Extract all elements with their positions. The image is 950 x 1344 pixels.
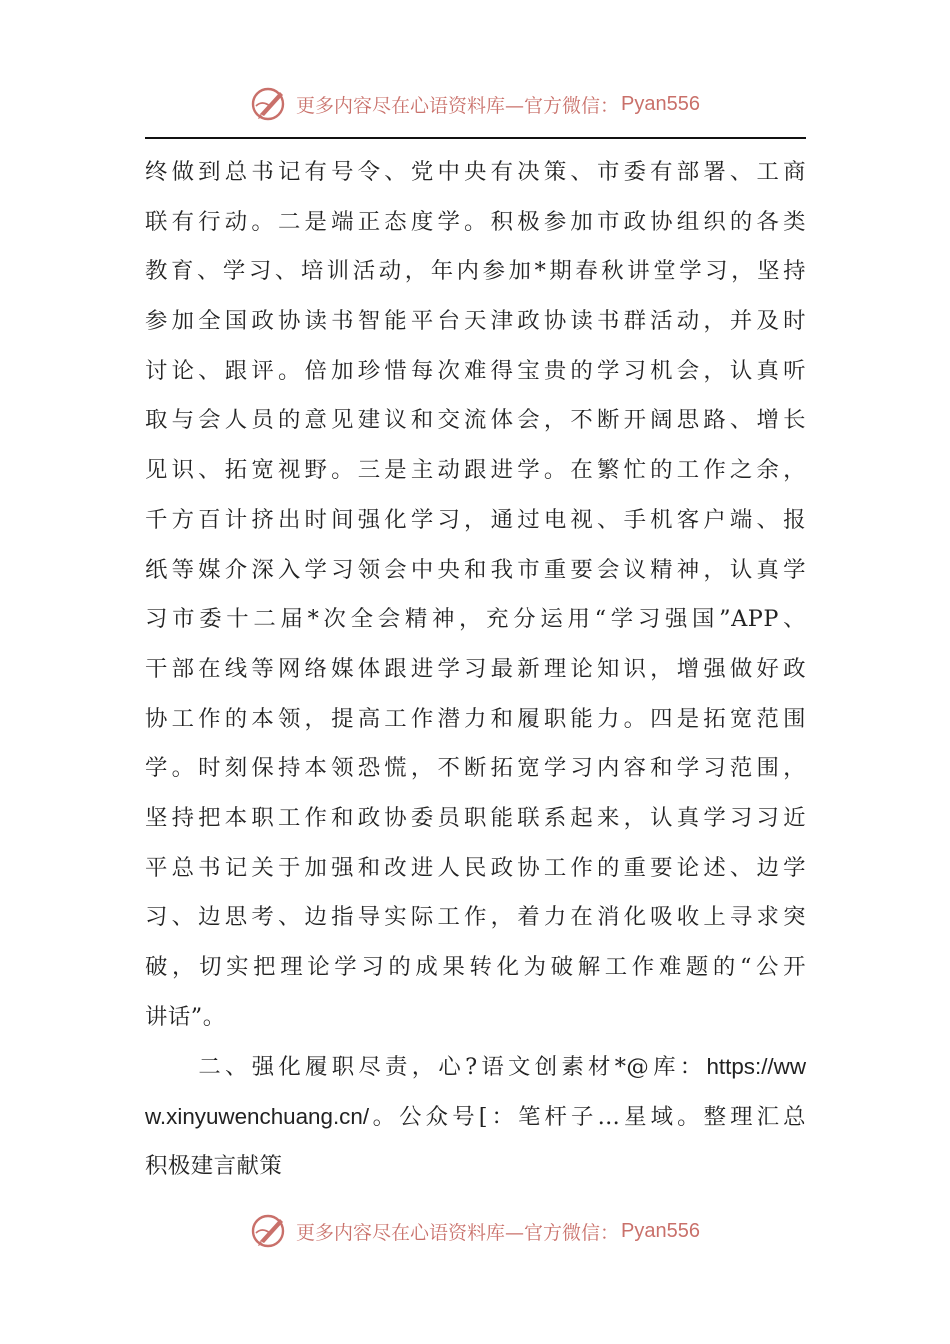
text-line: 教育、学习、培训活动，年内参加*期春秋讲堂学习，坚持: [145, 258, 806, 285]
text-line: 千方百计挤出时间强化学习，通过电视、手机客户端、报: [145, 506, 806, 533]
header-watermark-banner: [0, 82, 950, 126]
source-url-line: [145, 1092, 806, 1142]
text-line: 平总书记关于加强和改进人民政协工作的重要论述、边学: [145, 854, 806, 881]
source-note-text: 。公众号[：笔杆子…星域。整理汇总: [369, 1104, 806, 1131]
text-line: 联有行动。二是端正态度学。积极参加市政协组织的各类: [145, 208, 806, 235]
source-url-part1: https://ww: [706, 1054, 806, 1080]
header-divider: [145, 137, 806, 139]
text-line: 习市委十二届*次全会精神，充分运用“学习强国”APP、: [145, 606, 806, 633]
header-banner-wechat-id: Pyan556: [621, 92, 700, 115]
text-line: 终做到总书记有号令、党中央有决策、市委有部署、工商: [145, 159, 806, 185]
text-line: 讲话”。: [145, 1003, 226, 1030]
text-line: 习、边思考、边指导实际工作，着力在消化吸收上寻求突: [145, 904, 806, 931]
text-line: 干部在线等网络媒体跟进学习最新理论知识，增强做好政: [145, 655, 806, 682]
text-line: 纸等媒介深入学习领会中央和我市重要会议精神，认真学: [145, 556, 806, 583]
text-line: 学。时刻保持本领恐慌，不断拓宽学习内容和学习范围，: [145, 755, 806, 782]
section-heading-continuation: 积极建言献策: [145, 1152, 283, 1179]
text-line: 协工作的本领，提高工作潜力和履职能力。四是拓宽范围: [145, 705, 806, 732]
section-heading-line: [145, 1042, 806, 1092]
text-line: 破，切实把理论学习的成果转化为破解工作难题的“公开: [145, 954, 806, 980]
text-line: 讨论、跟评。倍加珍惜每次难得宝贵的学习机会，认真听: [145, 357, 806, 384]
text-line: 参加全国政协读书智能平台天津政协读书群活动，并及时: [145, 308, 806, 335]
text-line: 见识、拓宽视野。三是主动跟进学。在繁忙的工作之余，: [145, 457, 806, 484]
pen-logo-icon: [250, 84, 290, 124]
footer-watermark-banner: [0, 1209, 950, 1253]
section-heading-text: 二、强化履职尽责，心?语文创素材*@库：: [145, 1054, 707, 1081]
text-line: 取与会人员的意见建议和交流体会，不断开阔思路、增长: [145, 407, 806, 434]
document-body: [145, 148, 806, 1191]
footer-banner-text: 更多内容尽在心语资料库—官方微信：: [296, 1221, 620, 1244]
text-line: 坚持把本职工作和政协委员职能联系起来，认真学习习近: [145, 804, 806, 831]
pen-logo-icon: [250, 1211, 290, 1251]
footer-banner-wechat-id: Pyan556: [621, 1219, 700, 1242]
header-banner-text: 更多内容尽在心语资料库—官方微信：: [296, 94, 620, 117]
source-url-part2: w.xinyuwenchuang.cn/: [145, 1104, 370, 1130]
